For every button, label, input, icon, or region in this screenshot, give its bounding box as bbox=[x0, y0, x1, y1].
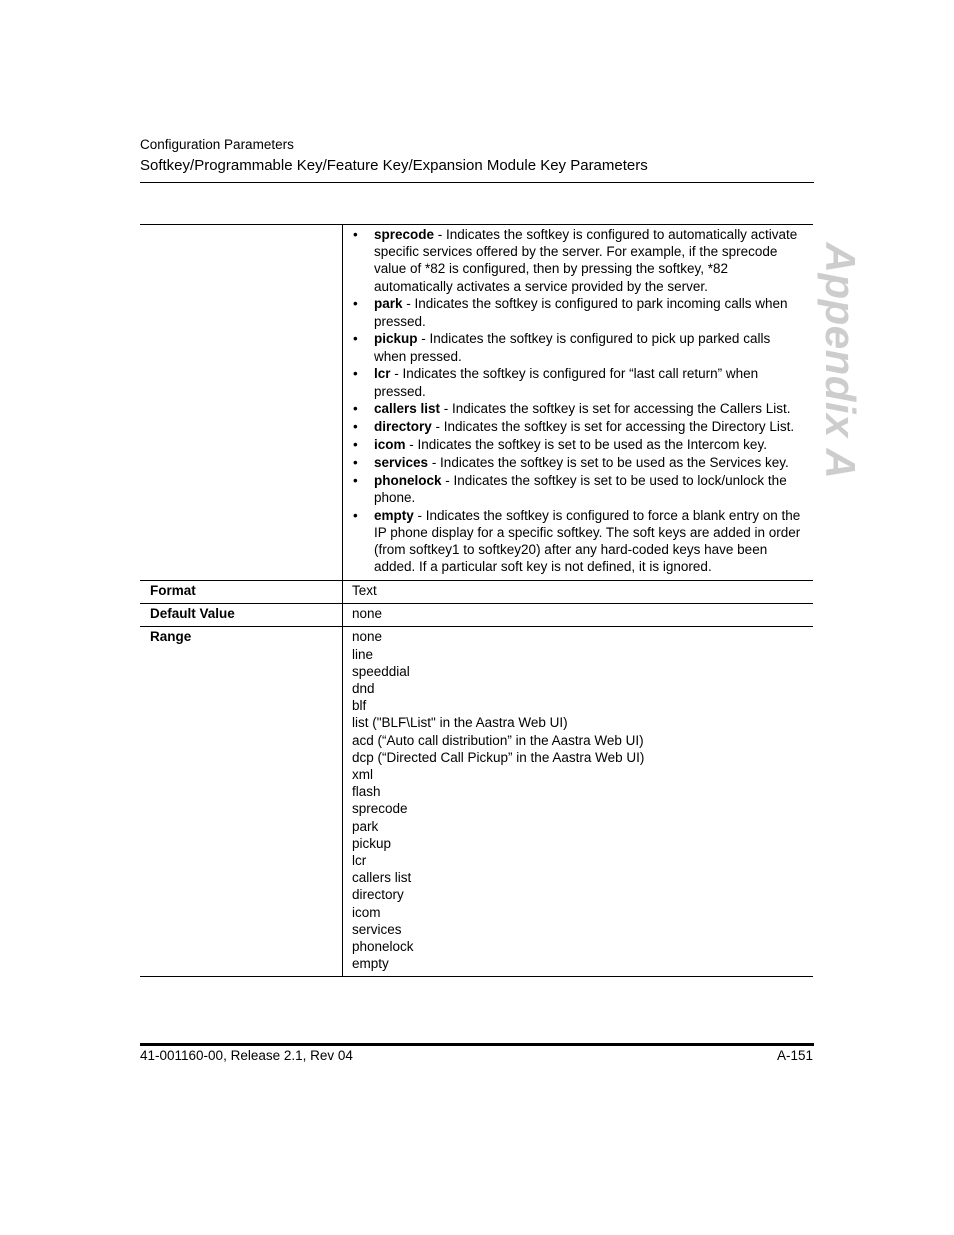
range-value-item: dnd bbox=[352, 681, 375, 697]
range-value-item: directory bbox=[352, 887, 404, 903]
parameter-table bbox=[140, 224, 813, 977]
range-value-item: icom bbox=[352, 904, 381, 920]
range-value-item: pickup bbox=[352, 835, 392, 851]
range-value-item: blf bbox=[352, 698, 367, 714]
range-value-item: speeddial bbox=[352, 663, 410, 679]
bullet-text: - Indicates the softkey is set for accessing the Callers List. bbox=[440, 401, 791, 417]
footer-page-number: A-151 bbox=[776, 1048, 813, 1063]
range-value-item: list ("BLF\List" in the Aastra Web UI) bbox=[352, 715, 568, 731]
range-value-item: flash bbox=[352, 784, 381, 800]
footer-rule bbox=[140, 1043, 814, 1046]
bullet-term: icom bbox=[374, 437, 406, 452]
description-value-cell bbox=[342, 225, 813, 580]
range-value-item: none bbox=[352, 629, 383, 645]
header-rule bbox=[140, 182, 814, 183]
range-values bbox=[342, 627, 813, 976]
range-value-item: phonelock bbox=[352, 939, 414, 955]
description-bullet-list bbox=[352, 226, 805, 575]
default-value-value: none bbox=[342, 604, 813, 626]
bullet-term: empty bbox=[374, 507, 414, 523]
range-value-item: xml bbox=[352, 767, 373, 783]
bullet-text: - Indicates the softkey is set to be used as the Intercom key. bbox=[405, 437, 767, 452]
appendix-side-tab-label: Appendix A bbox=[817, 242, 864, 480]
range-value-item: dcp (“Directed Call Pickup” in the Aastra Web UI) bbox=[352, 749, 645, 765]
footer-doc-id: 41-001160-00, Release 2.1, Rev 04 bbox=[140, 1048, 353, 1063]
table-row-description bbox=[140, 225, 813, 580]
range-label: Range bbox=[150, 629, 192, 645]
bullet-text: - Indicates the softkey is set for accessing the Directory List. bbox=[431, 419, 795, 435]
running-header-title: Softkey/Programmable Key/Feature Key/Expansion Module Key Parameters bbox=[140, 157, 648, 174]
bullet-item bbox=[352, 418, 805, 435]
description-label-cell bbox=[140, 225, 342, 580]
bullet-text: - Indicates the softkey is configured for “last call return” when pressed. bbox=[374, 366, 759, 399]
range-value-item: empty bbox=[352, 956, 389, 972]
bullet-item bbox=[352, 436, 805, 453]
table-row-range bbox=[140, 626, 813, 976]
bullet-item bbox=[352, 295, 805, 329]
bullet-text: - Indicates the softkey is configured to force a blank entry on the IP phone display for a specific softkey. The soft keys are added in order (from softkey1 to softkey20) after any hard-coded keys have been added. If a particular soft key is not defined, it is ignored. bbox=[374, 507, 801, 575]
bullet-text: - Indicates the softkey is configured to park incoming calls when pressed. bbox=[374, 296, 788, 329]
bullet-item bbox=[352, 226, 805, 295]
range-value-item: callers list bbox=[352, 870, 412, 886]
range-value-item: lcr bbox=[352, 853, 367, 869]
bullet-term: pickup bbox=[374, 331, 418, 347]
range-value-item: sprecode bbox=[352, 801, 408, 817]
bullet-text: - Indicates the softkey is set to be used as the Services key. bbox=[428, 454, 789, 470]
bullet-term: sprecode bbox=[374, 227, 435, 242]
bullet-text: - Indicates the softkey is configured to automatically activate specific services offered by the server. For example, if the sprecode value of *82 is configured, then by pressing the softkey, *82 automatically activates a service provided by the server. bbox=[374, 227, 798, 294]
range-value-item: line bbox=[352, 646, 374, 662]
table-row-format bbox=[140, 580, 813, 603]
bullet-item bbox=[352, 330, 805, 364]
range-value-item: park bbox=[352, 818, 379, 834]
bullet-term: services bbox=[374, 454, 429, 470]
format-value: Text bbox=[342, 581, 813, 603]
bullet-item bbox=[352, 400, 805, 417]
bullet-term: directory bbox=[374, 419, 432, 435]
bullet-item bbox=[352, 472, 805, 506]
format-label: Format bbox=[150, 583, 196, 598]
bullet-text: - Indicates the softkey is set to be used to lock/unlock the phone. bbox=[374, 472, 787, 505]
bullet-term: callers list bbox=[374, 401, 441, 417]
bullet-item bbox=[352, 507, 805, 576]
bullet-item bbox=[352, 365, 805, 399]
bullet-text: - Indicates the softkey is configured to pick up parked calls when pressed. bbox=[374, 331, 771, 364]
default-value-label: Default Value bbox=[150, 606, 235, 622]
bullet-term: park bbox=[374, 296, 403, 312]
bullet-term: lcr bbox=[374, 366, 391, 382]
bullet-item bbox=[352, 454, 805, 471]
bullet-term: phonelock bbox=[374, 472, 442, 488]
table-row-default-value bbox=[140, 603, 813, 626]
range-value-item: services bbox=[352, 921, 402, 937]
range-value-item: acd (“Auto call distribution” in the Aastra Web UI) bbox=[352, 732, 644, 748]
running-header-section: Configuration Parameters bbox=[140, 137, 294, 152]
